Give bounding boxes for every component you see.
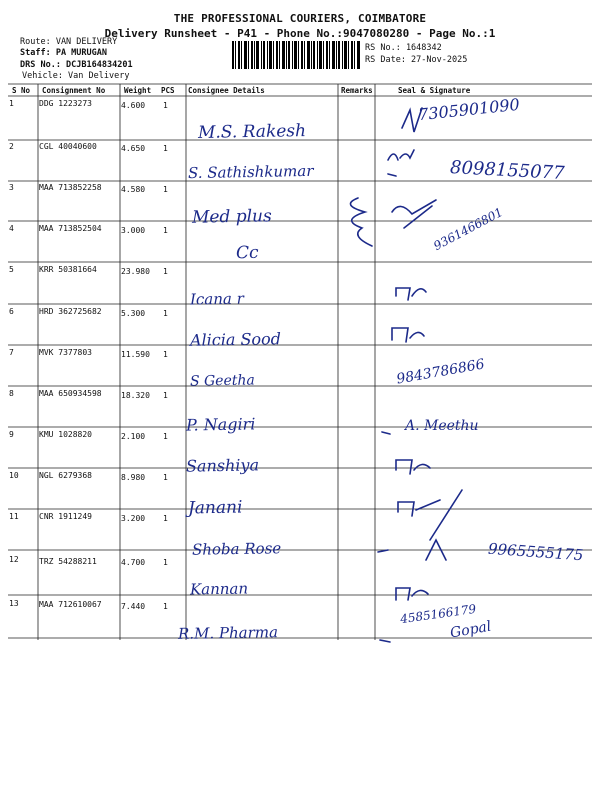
row-13-tick <box>396 588 428 600</box>
row-10-consignment: NGL 6279368 <box>39 471 92 480</box>
row-10-pcs: 1 <box>163 473 168 482</box>
row-7-signature: 9843786866 <box>395 356 486 388</box>
row-6-consignee: Alicia Sood <box>189 329 282 350</box>
row-3-scribble <box>392 200 436 228</box>
row-1-consignee: M.S. Rakesh <box>197 121 307 143</box>
row-9-sno: 9 <box>9 430 14 439</box>
staff-text: Staff: PA MURUGAN <box>20 48 107 58</box>
row-4-consignment: MAA 713852504 <box>39 224 102 233</box>
vehicle-text: Vehicle: Van Delivery <box>22 71 130 81</box>
row-12-weight: 4.700 <box>121 558 146 567</box>
route-text: Route: VAN DELIVERY <box>20 37 118 47</box>
row-13-weight: 7.440 <box>121 602 146 611</box>
row-1-sno: 1 <box>9 99 14 108</box>
row-6-pcs: 1 <box>163 309 168 318</box>
row-11-sno: 11 <box>9 512 19 521</box>
row-11-weight: 3.200 <box>121 514 146 523</box>
row-2-signature: 8098155077 <box>449 157 566 184</box>
barcode <box>232 41 360 69</box>
row-6-sno: 6 <box>9 307 14 316</box>
row-12-pcs: 1 <box>163 558 168 567</box>
rs-no-text: RS No.: 1648342 <box>365 43 442 53</box>
row-11-consignee: Janani <box>187 497 243 519</box>
row-12-sno: 12 <box>9 555 19 564</box>
row-2-weight: 4.650 <box>121 144 146 153</box>
row-9-consignment: KMU 1028820 <box>39 430 92 439</box>
col-header-pcs: PCS <box>161 86 175 95</box>
row-5-tick <box>396 288 426 300</box>
row-7-pcs: 1 <box>163 350 168 359</box>
row-4-weight: 3.000 <box>121 226 146 235</box>
row-7-sno: 7 <box>9 348 14 357</box>
row-8-consignment: MAA 650934598 <box>39 389 102 398</box>
row-5-consignment: KRR 50381664 <box>39 265 97 274</box>
extra-dash <box>380 640 390 642</box>
row-12-consignee: Shoba Rose <box>191 539 282 559</box>
row-2-consignment: CGL 40040600 <box>39 142 97 151</box>
row-13-consignment: MAA 712610067 <box>39 600 102 609</box>
row-6-consignment: HRD 362725682 <box>39 307 102 316</box>
row-3-brace <box>350 198 372 246</box>
row-10-sno: 10 <box>9 471 19 480</box>
row-10-consignee: Sanshiya <box>185 455 260 476</box>
company-title: THE PROFESSIONAL COURIERS, COIMBATORE <box>173 12 427 25</box>
meta-right <box>365 42 467 66</box>
row-4-sno: 4 <box>9 224 14 233</box>
row-2-consignee: S. Sathishkumar <box>187 161 314 183</box>
row-12-signature: 9965555175 <box>487 539 584 565</box>
col-header-sno: S No <box>12 86 31 95</box>
row-1-weight: 4.600 <box>121 101 146 110</box>
row-11-consignment: CNR 1911249 <box>39 512 92 521</box>
row-7-weight: 11.590 <box>121 350 150 359</box>
row-9-weight: 2.100 <box>121 432 146 441</box>
row-13-pcs: 1 <box>163 602 168 611</box>
row-4-pcs: 1 <box>163 226 168 235</box>
meta-left <box>20 37 133 71</box>
row-13-consignee: Kannan <box>189 579 249 599</box>
drs-text: DRS No.: DCJB164834201 <box>20 60 133 70</box>
row-9-pcs: 1 <box>163 432 168 441</box>
row-3-signature: 9361466801 <box>431 204 506 254</box>
row-13-sno: 13 <box>9 599 19 608</box>
col-header-remarks: Remarks <box>341 86 373 95</box>
row-11-tick <box>398 490 462 540</box>
row-5-consignee: Icana r <box>189 289 244 309</box>
row-1-pcs: 1 <box>163 101 168 110</box>
row-3-consignee: Med plus <box>191 206 272 228</box>
row-3-consignment: MAA 713852258 <box>39 183 102 192</box>
row-9-signature: A. Meethu <box>405 418 479 434</box>
row-11-pcs: 1 <box>163 514 168 523</box>
row-8-weight: 18.320 <box>121 391 150 400</box>
row-9-consignee: P. Nagiri <box>185 414 256 435</box>
runsheet-title: Delivery Runsheet - P41 - Phone No.:9047080280 - Page No.:1 <box>104 27 496 40</box>
row-3-pcs: 1 <box>163 185 168 194</box>
rs-date-text: RS Date: 27-Nov-2025 <box>365 55 468 65</box>
row-1-consignment: DDG 1223273 <box>39 99 92 108</box>
row-5-weight: 23.980 <box>121 267 150 276</box>
extra-signature: Gopal <box>448 618 493 642</box>
row-6-tick <box>392 328 424 342</box>
row-2-pcs: 1 <box>163 144 168 153</box>
row-8-pcs: 1 <box>163 391 168 400</box>
row-1-signature: 7305901090 <box>417 94 521 125</box>
col-header-weight: Weight <box>124 86 152 95</box>
extra-consignee: R.M. Pharma <box>177 623 279 643</box>
row-7-consignment: MVK 7377803 <box>39 348 92 357</box>
col-header-signature: Seal & Signature <box>398 86 471 95</box>
row-10-tick <box>396 460 430 474</box>
row-9-dash <box>382 432 390 434</box>
row-3-sno: 3 <box>9 183 14 192</box>
row-7-consignee: S Geetha <box>189 372 255 390</box>
row-6-weight: 5.300 <box>121 309 146 318</box>
row-12-consignment: TRZ 54288211 <box>39 557 97 566</box>
row-2-scribble <box>388 150 414 160</box>
row-5-pcs: 1 <box>163 267 168 276</box>
row-2-sno: 2 <box>9 142 14 151</box>
row-5-sno: 5 <box>9 265 14 274</box>
row-13-signature: 4585166179 <box>399 601 477 627</box>
col-header-consignee: Consignee Details <box>188 86 265 95</box>
row-10-weight: 8.980 <box>121 473 146 482</box>
row-12-scribble <box>378 540 446 560</box>
row-4-consignee: Cc <box>235 242 259 264</box>
col-header-consignment: Consignment No <box>42 86 106 95</box>
row-2-dash <box>388 174 396 176</box>
row-3-weight: 4.580 <box>121 185 146 194</box>
row-8-sno: 8 <box>9 389 14 398</box>
